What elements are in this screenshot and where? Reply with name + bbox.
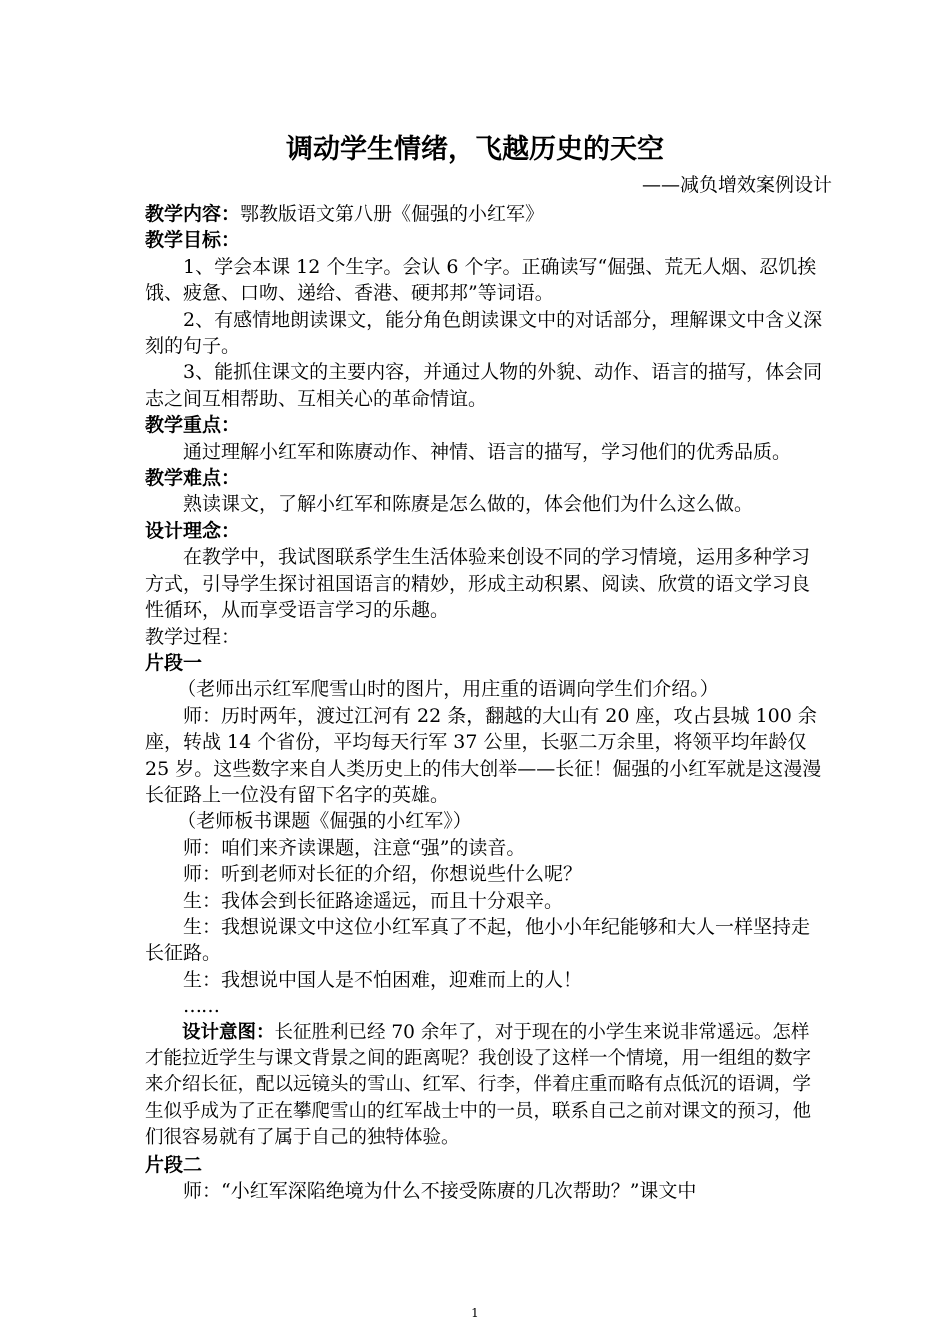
design-intent-text: 长征胜利已经 70 余年了，对于现在的小学生来说非常遥远。怎样才能拉近学生与课文背景之间的距离呢？我创设了这样一个情境，用一组组的数字来介绍长征，配以远镜头的雪山、红军、行李，伴着庄重而略有点低沉的语调，学生似乎成为了正在攀爬雪山的红军战士中的一员，联系自己之前对课文的预习，他们很容易就有了属于自己的独特体验。 [145,1021,812,1149]
key-points-text: 通过理解小红军和陈赓动作、神情、语言的描写，学习他们的优秀品质。 [183,440,792,463]
document-subtitle: ——减负增效案例设计 [641,174,832,196]
process-heading: 教学过程： [145,625,241,648]
design-intent-label: 设计意图： [182,1021,275,1043]
seg1-teacher-question: 师：听到老师对长征的介绍，你想说些什么呢？ [183,863,583,886]
goal-1: 1、学会本课 12 个生字。会认 6 个字。正确读写“倔强、荒无人烟、忍饥挨饿、疲惫、口吻、递给、香港、硬邦邦”等词语。 [145,255,817,305]
seg2-teacher-question: 师：“小红军深陷绝境为什么不接受陈赓的几次帮助？”课文中 [183,1180,697,1203]
seg1-student-answer-2: 生：我想说课文中这位小红军真了不起，他小小年纪能够和大人一样坚持走长征路。 [145,915,811,965]
seg1-board-note: （老师板书课题《倔强的小红军》） [177,810,472,833]
seg1-ellipsis: …… [183,995,219,1018]
concept-heading: 设计理念： [145,519,241,542]
document-body [145,201,825,1204]
seg1-stage-direction: （老师出示红军爬雪山时的图片，用庄重的语调向学生们介绍。） [177,678,719,701]
difficulty-heading: 教学难点： [145,467,241,490]
segment-1-heading: 片段一 [145,651,203,674]
goal-3: 3、能抓住课文的主要内容，并通过人物的外貌、动作、语言的描写，体会同志之间互相帮助、互相关心的革命情谊。 [145,361,823,410]
concept-text: 在教学中，我试图联系学生生活体验来创设不同的学习情境，运用多种学习方式，引导学生探讨祖国语言的精妙，形成主动积累、阅读、欣赏的语文学习良性循环，从而享受语言学习的乐趣。 [145,546,811,622]
design-intent [145,1020,825,1152]
seg1-teacher-read: 师：咱们来齐读课题，注意“强”的读音。 [183,836,526,859]
teaching-content-label: 教学内容： [145,203,241,225]
key-points-heading: 教学重点： [145,414,241,437]
seg1-teacher-intro: 师：历时两年，渡过江河有 22 条，翻越的大山有 20 座，攻占县城 100 余座，转战 14 个省份，平均每天行军 37 公里，长驱二万余里，将领平均年龄仅 25 岁。这些数字来自人类历史上的伟大创举——长征！倔强的小红军就是这漫漫长征路上一位没有留下名字的英雄。 [145,704,822,806]
page-number: 1 [471,1306,479,1320]
teaching-content-line [145,201,825,227]
goal-2: 2、有感情地朗读课文，能分角色朗读课文中的对话部分，理解课文中含义深刻的句子。 [145,308,823,358]
difficulty-text: 熟读课文，了解小红军和陈赓是怎么做的，体会他们为什么这么做。 [183,493,754,516]
document-title: 调动学生情绪，飞越历史的天空 [286,134,664,165]
goals-heading: 教学目标： [145,229,241,252]
segment-2-heading: 片段二 [145,1153,203,1176]
seg1-student-answer-3: 生：我想说中国人是不怕困难，迎难而上的人！ [183,968,583,991]
seg1-student-answer-1: 生：我体会到长征路途遥远，而且十分艰辛。 [183,889,564,912]
teaching-content-text: 鄂教版语文第八册《倔强的小红军》 [240,203,545,225]
